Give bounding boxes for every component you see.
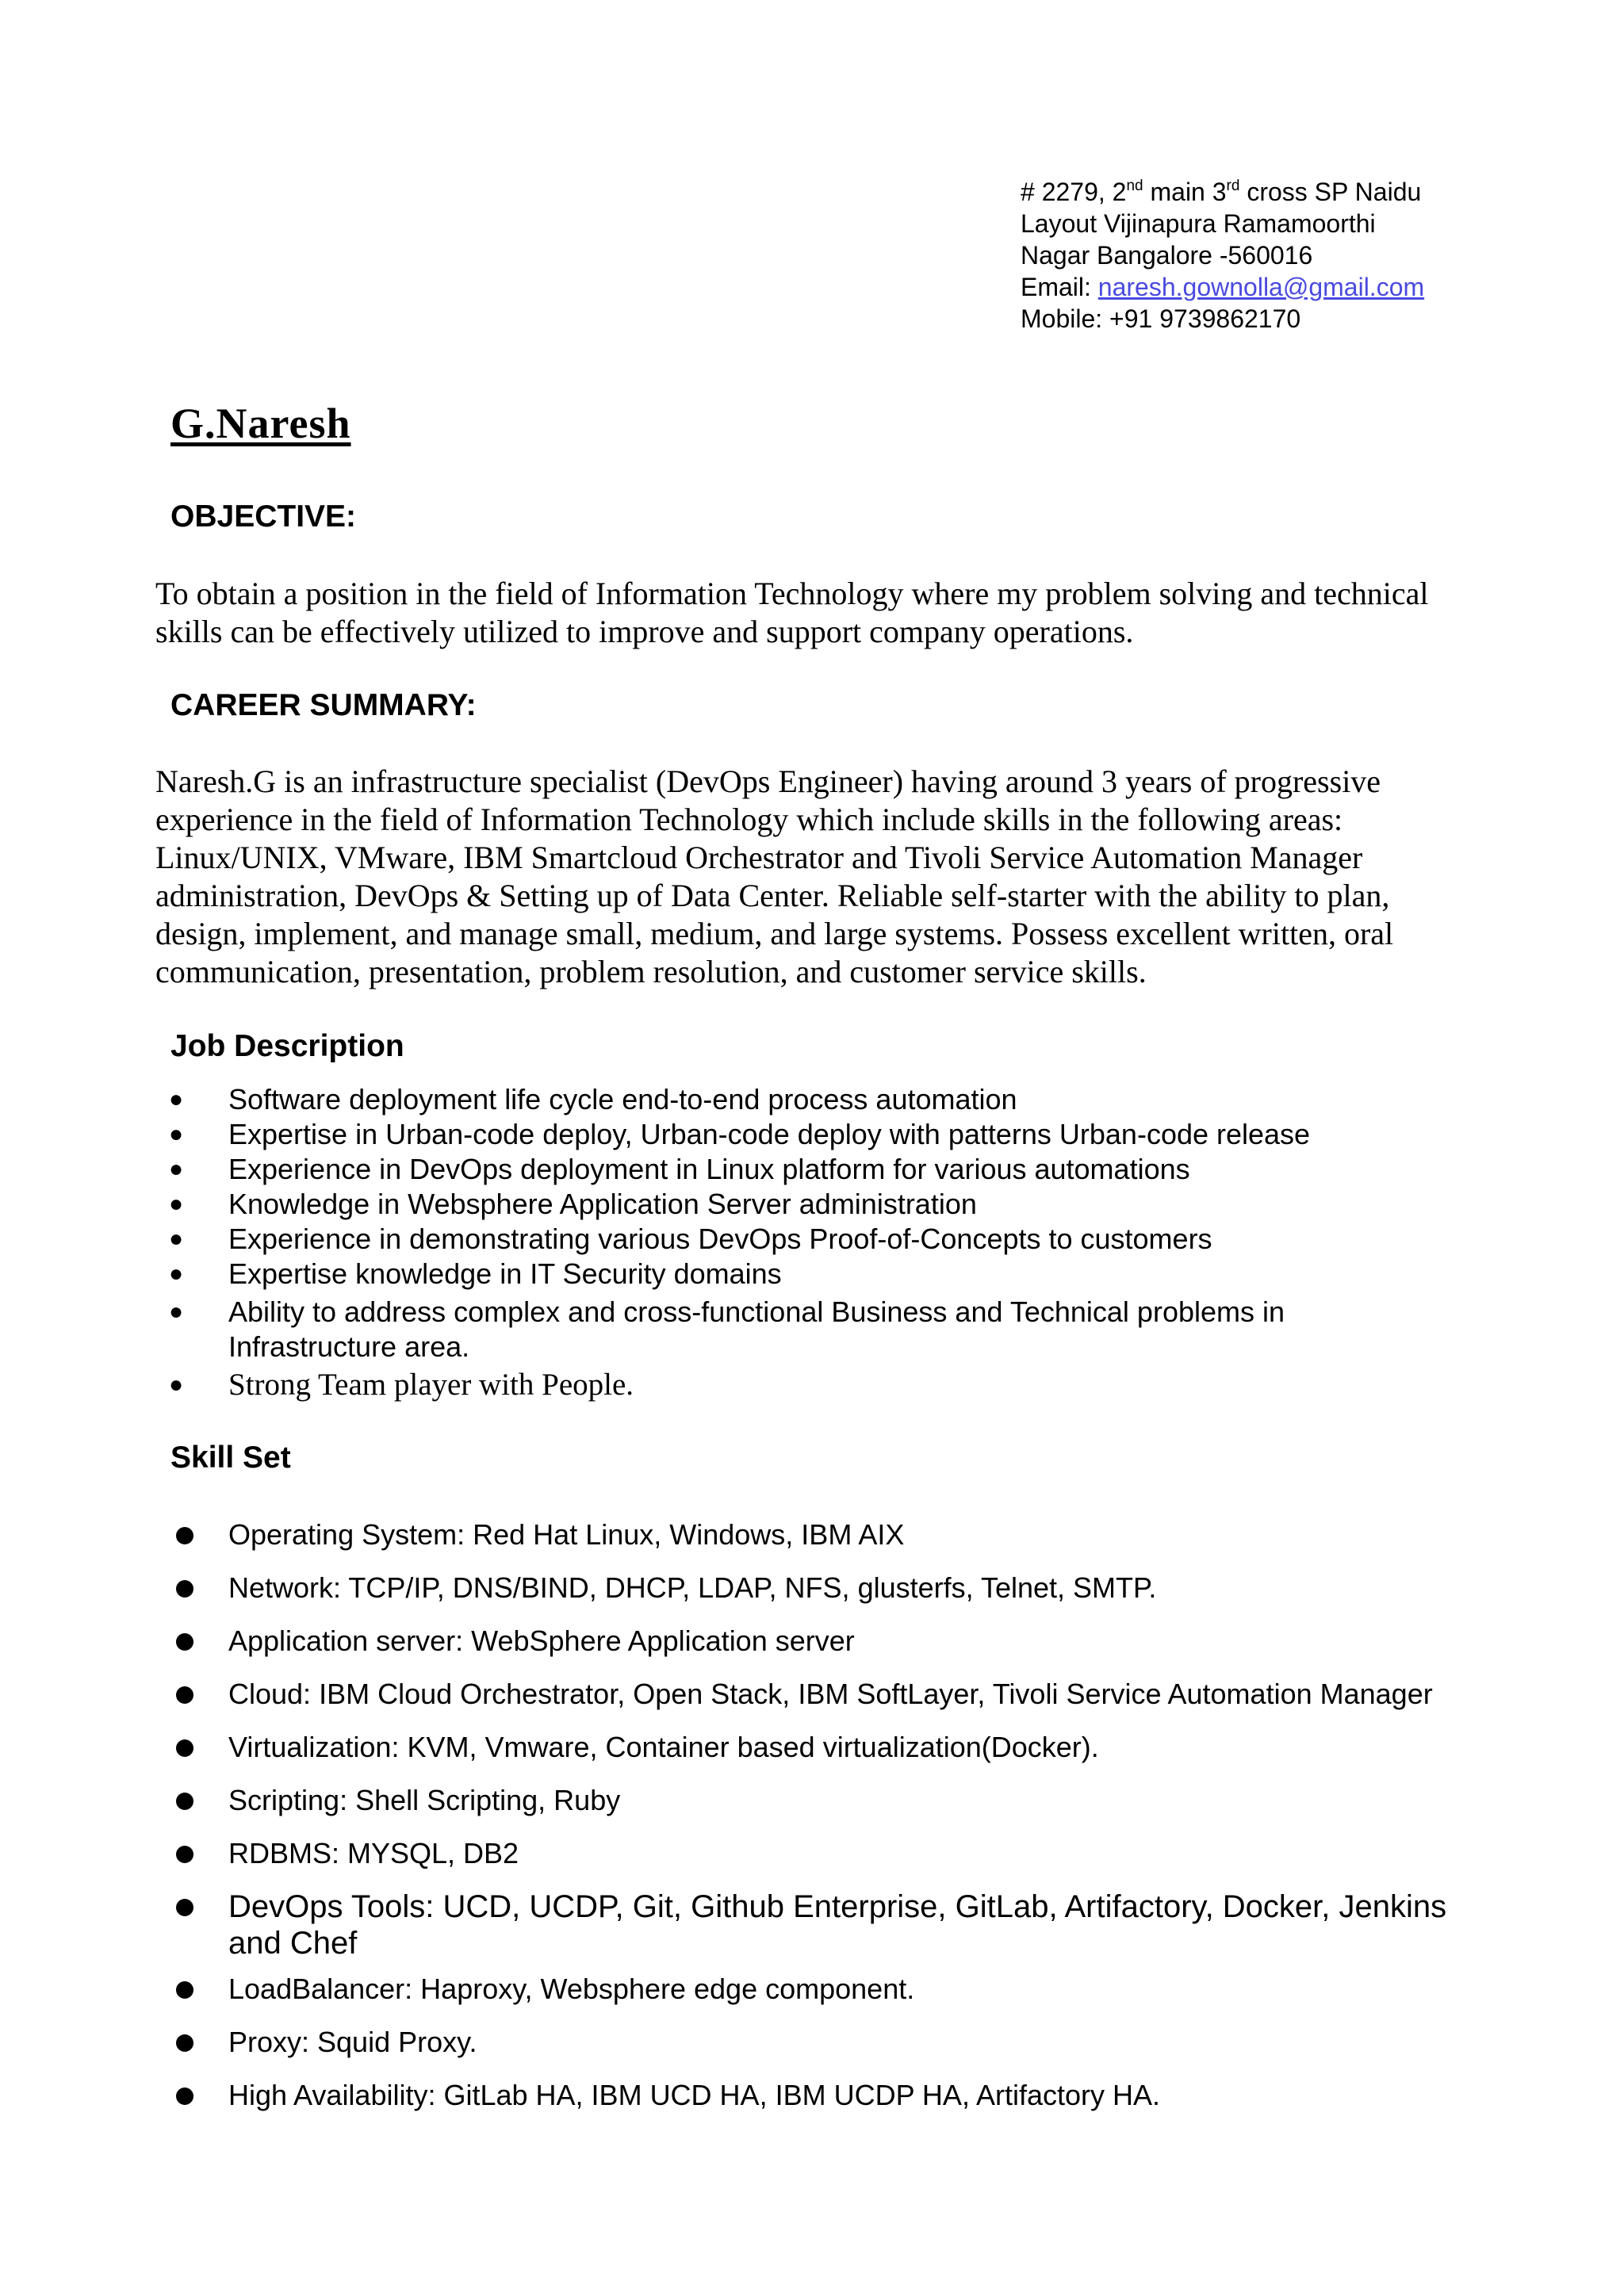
- list-item: ● Ability to address complex and cross-functional Business and Technical problems in Infrastructure area.: [169, 1295, 1285, 1363]
- bullet-icon: ●: [169, 1191, 184, 1217]
- list-item: RDBMS: MYSQL, DB2: [0, 1835, 1481, 1871]
- bullet-icon: ●: [169, 1372, 184, 1398]
- list-item: Scripting: Shell Scripting, Ruby: [0, 1782, 1481, 1818]
- email-label: Email:: [1021, 273, 1098, 301]
- list-item: Virtualization: KVM, Vmware, Container based virtualization(Docker).: [0, 1729, 1481, 1765]
- bullet-icon: [176, 2087, 193, 2105]
- list-item: ● Knowledge in Websphere Application Server administration: [169, 1188, 977, 1220]
- mobile-line: Mobile: +91 9739862170: [1021, 304, 1301, 333]
- skill-set-list: [0, 1517, 1481, 2130]
- list-item: DevOps Tools: UCD, UCDP, Git, Github Enterprise, GitLab, Artifactory, Docker, Jenkins and Chef: [0, 1888, 1481, 1961]
- list-item: ● Software deployment life cycle end-to-end process automation: [169, 1083, 1017, 1115]
- list-item: ● Experience in demonstrating various DevOps Proof-of-Concepts to customers: [169, 1223, 1212, 1255]
- bullet-icon: ●: [169, 1261, 184, 1287]
- list-item: High Availability: GitLab HA, IBM UCD HA, IBM UCDP HA, Artifactory HA.: [0, 2077, 1481, 2113]
- contact-block: [1021, 176, 1576, 335]
- bullet-icon: [176, 1981, 193, 1999]
- address-line-3: Nagar Bangalore -560016: [1021, 241, 1313, 270]
- email-link[interactable]: naresh.gownolla@gmail.com: [1097, 273, 1425, 301]
- email-line: [1021, 271, 1576, 303]
- bullet-icon: [176, 2034, 193, 2052]
- bullet-icon: ●: [169, 1121, 184, 1147]
- list-item: Application server: WebSphere Application server: [0, 1623, 1481, 1659]
- objective-heading: OBJECTIVE:: [170, 499, 357, 534]
- career-summary-text: Naresh.G is an infrastructure specialist (DevOps Engineer) having around 3 years of progressive experience in the field of Information Technology which include skills in the following areas: Linux/UNIX, VMware, IBM Smartcloud Orchestrator and Tivoli Service Automation Manager administration, DevOps & Setting up of Data Center. Reliable self-starter with the ability to plan, design, implement, and manage small, medium, and large systems. Possess excellent written, oral communication, presentation, problem resolution, and customer service skills.: [155, 763, 1394, 989]
- list-item: ● Experience in DevOps deployment in Linux platform for various automations: [169, 1153, 1190, 1185]
- list-item: LoadBalancer: Haproxy, Websphere edge component.: [0, 1971, 1481, 2007]
- bullet-icon: ●: [169, 1299, 184, 1325]
- job-description-list: [0, 1082, 1457, 1402]
- bullet-icon: [176, 1793, 193, 1810]
- list-item: Operating System: Red Hat Linux, Windows, IBM AIX: [0, 1517, 1481, 1552]
- candidate-name: G.Naresh: [170, 400, 351, 447]
- objective-text: To obtain a position in the field of Information Technology where my problem solving and technical skills can be effectively utilized to improve and support company operations.: [155, 576, 1429, 649]
- bullet-icon: [176, 1580, 193, 1598]
- bullet-icon: ●: [169, 1086, 184, 1112]
- career-summary-heading: CAREER SUMMARY:: [170, 688, 477, 722]
- list-item: Network: TCP/IP, DNS/BIND, DHCP, LDAP, NFS, glusterfs, Telnet, SMTP.: [0, 1570, 1481, 1605]
- address-line-1: # 2279, 2nd main 3rd cross SP Naidu: [1021, 178, 1422, 206]
- skill-set-heading: Skill Set: [170, 1441, 291, 1475]
- bullet-icon: [176, 1899, 193, 1916]
- bullet-icon: [176, 1633, 193, 1651]
- bullet-icon: [176, 1686, 193, 1704]
- list-item: ● Strong Team player with People.: [169, 1368, 634, 1402]
- bullet-icon: ●: [169, 1156, 184, 1182]
- list-item: ● Expertise knowledge in IT Security domains: [169, 1257, 782, 1290]
- bullet-icon: [176, 1846, 193, 1863]
- bullet-icon: ●: [169, 1226, 184, 1252]
- address-line-2: Layout Vijinapura Ramamoorthi: [1021, 209, 1376, 238]
- bullet-icon: [176, 1739, 193, 1757]
- list-item: Cloud: IBM Cloud Orchestrator, Open Stack, IBM SoftLayer, Tivoli Service Automation Manager: [0, 1676, 1481, 1712]
- list-item: ● Expertise in Urban-code deploy, Urban-code deploy with patterns Urban-code release: [169, 1118, 1311, 1150]
- bullet-icon: [176, 1527, 193, 1544]
- job-description-heading: Job Description: [170, 1029, 404, 1063]
- list-item: Proxy: Squid Proxy.: [0, 2024, 1481, 2060]
